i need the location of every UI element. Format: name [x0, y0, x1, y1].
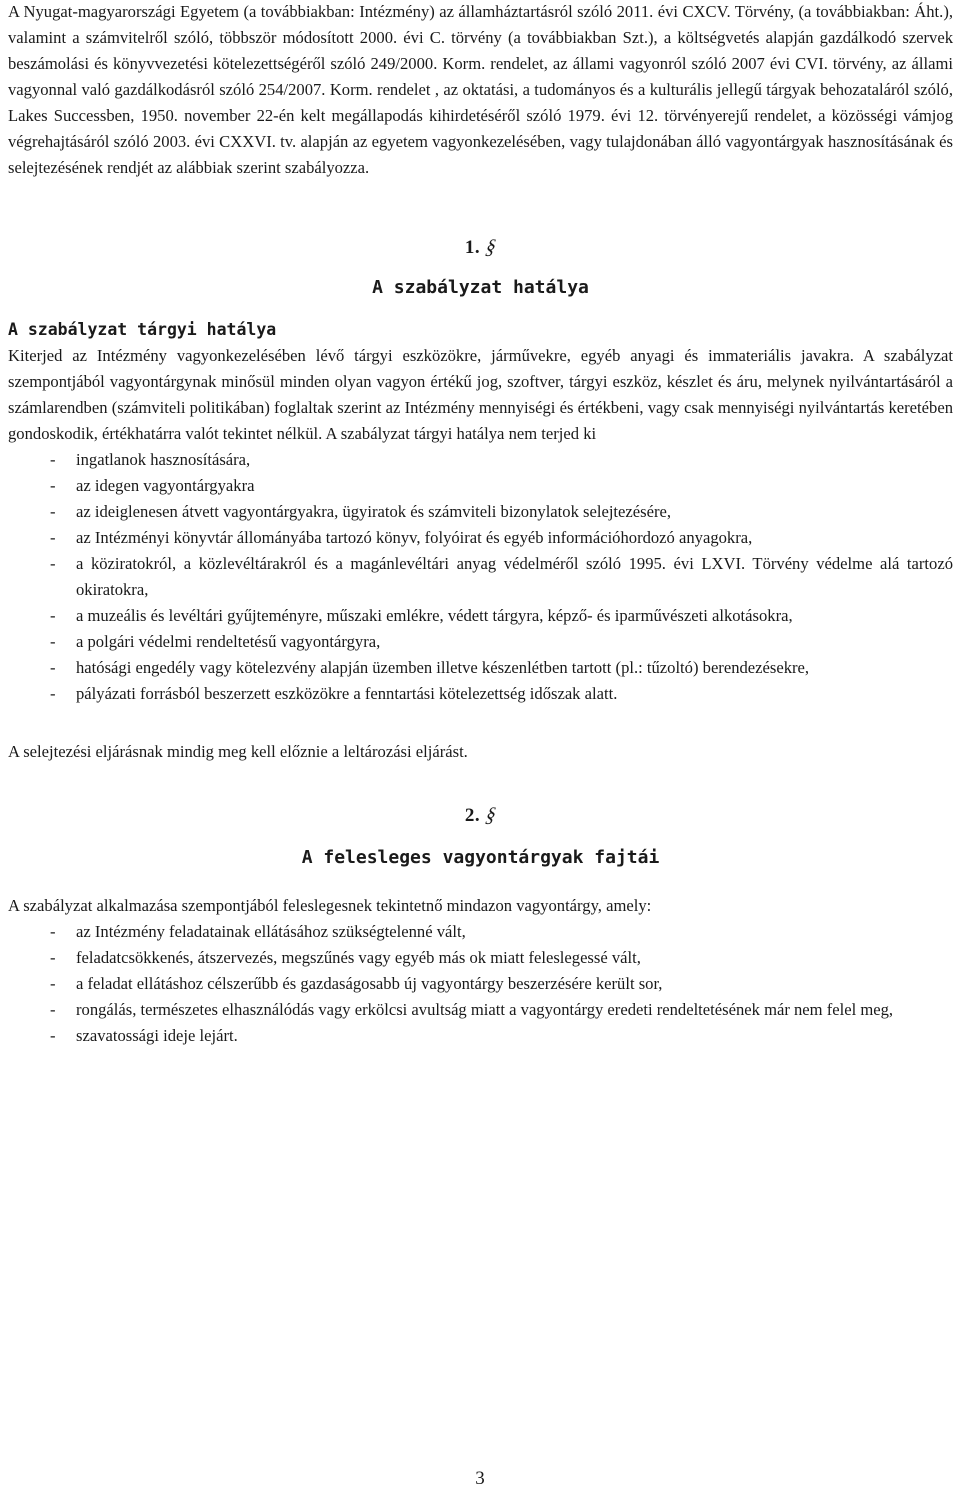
intro-paragraph: A Nyugat-magyarországi Egyetem (a továbbiakban: Intézmény) az államháztartásról szóló 2011. évi CXCV. Törvény, (a továbbiakban: Áht.), valamint a számvitelről szóló, többször módosított 2000. évi C. törvény (a továbbiakban Szt.), a költségvetés alapján gazdálkodó szervek beszámolási és könyvvezetési kötelezettségéről szóló 249/2000. Korm. rendelet, az állami vagyonról szóló 2007 évi CVI. törvény, az állami vagyonnal való gazdálkodásról szóló 254/2007. Korm. rendelet , az oktatási, a tudományos és a kulturális jellegű tárgyak behozataláról szóló, Lakes Successben, 1950. november 22-én kelt megállapodás kihirdetéséről szóló 1979. évi 12. törvényerejű rendelet, a közösségi vámjog végrehajtásáról szóló 2003. évi CXXVI. tv. alapján az egyetem vagyonkezelésében, vagy tulajdonában álló vagyontárgyak hasznosításának és selejtezésének rendjét az alábbiak szerint szabályozza. [8, 2, 953, 177]
section-1-title: A szabályzat hatálya [372, 277, 589, 298]
paragraph-sign-icon: § [482, 235, 501, 259]
list-item: - feladatcsökkenés, átszervezés, megszűnés vagy egyéb más ok miatt feleslegessé vált, [8, 945, 953, 971]
section-1-exclusion-list [8, 447, 953, 707]
list-item: - a polgári védelmi rendeltetésű vagyontárgyra, [8, 629, 953, 655]
section-2-number: 2. [464, 805, 481, 826]
section-2 [8, 801, 953, 1049]
list-item: - a köziratokról, a közlevéltárakról és a magánlevéltári anyag védelméről szóló 1995. évi LXVI. Törvény védelme alá tartozó okiratokra, [8, 551, 953, 603]
section-1-closing: A selejtezési eljárásnak mindig meg kell előznie a leltározási eljárást. [8, 742, 468, 761]
list-item: - az idegen vagyontárgyakra [8, 473, 953, 499]
list-item: - hatósági engedély vagy kötelezvény alapján üzemben illetve készenlétben tartott (pl.: tűzoltó) berendezésekre, [8, 655, 953, 681]
list-item: - szavatossági ideje lejárt. [8, 1023, 953, 1049]
list-item: - az ideiglenesen átvett vagyontárgyakra, ügyiratok és számviteli bizonylatok selejtezésére, [8, 499, 953, 525]
section-1-subtitle: A szabályzat tárgyi hatálya [8, 320, 277, 339]
section-2-title: A felesleges vagyontárgyak fajtái [301, 847, 660, 868]
list-item: - ingatlanok hasznosítására, [8, 447, 953, 473]
section-2-criteria-list [8, 919, 953, 1049]
paragraph-sign-icon: § [482, 803, 501, 827]
section-1-heading-number [8, 233, 953, 263]
document-page [8, 0, 953, 1049]
list-item: - pályázati forrásból beszerzett eszközökre a fenntartási kötelezettség időszak alatt. [8, 681, 953, 707]
page-number: 3 [475, 1468, 485, 1489]
list-item: - az Intézményi könyvtár állományába tartozó könyv, folyóirat és egyéb információhordozó anyagokra, [8, 525, 953, 551]
list-item: - rongálás, természetes elhasználódás vagy erkölcsi avultság miatt a vagyontárgy eredeti rendeltetésének már nem felel meg, [8, 997, 953, 1023]
list-item: - az Intézmény feladatainak ellátásához szükségtelenné vált, [8, 919, 953, 945]
section-2-body: A szabályzat alkalmazása szempontjából feleslegesnek tekintetnő mindazon vagyontárgy, amely: [8, 896, 652, 915]
list-item: - a feladat ellátáshoz célszerűbb és gazdaságosabb új vagyontárgy beszerzésére került sor, [8, 971, 953, 997]
section-1 [8, 233, 953, 765]
section-2-heading-number [8, 801, 953, 831]
section-1-body: Kiterjed az Intézmény vagyonkezelésében lévő tárgyi eszközökre, járművekre, egyéb anyagi és immateriális javakra. A szabályzat szempontjából vagyontárgynak minősül minden olyan vagyon értékű jog, szoftver, tárgyi eszköz, készlet és áru, melynek nyilvántartásáról a számlarendben (számviteli politikában) foglaltak szerint az Intézmény mennyiségi és értékbeni, vagy csak mennyiségi nyilvántartás keretében gondoskodik, értékhatárra valót tekintet nélkül. A szabályzat tárgyi hatálya nem terjed ki [8, 346, 953, 443]
list-item: - a muzeális és levéltári gyűjteményre, műszaki emlékre, védett tárgyra, képző- és iparművészeti alkotásokra, [8, 603, 953, 629]
section-1-number: 1. [464, 237, 481, 258]
